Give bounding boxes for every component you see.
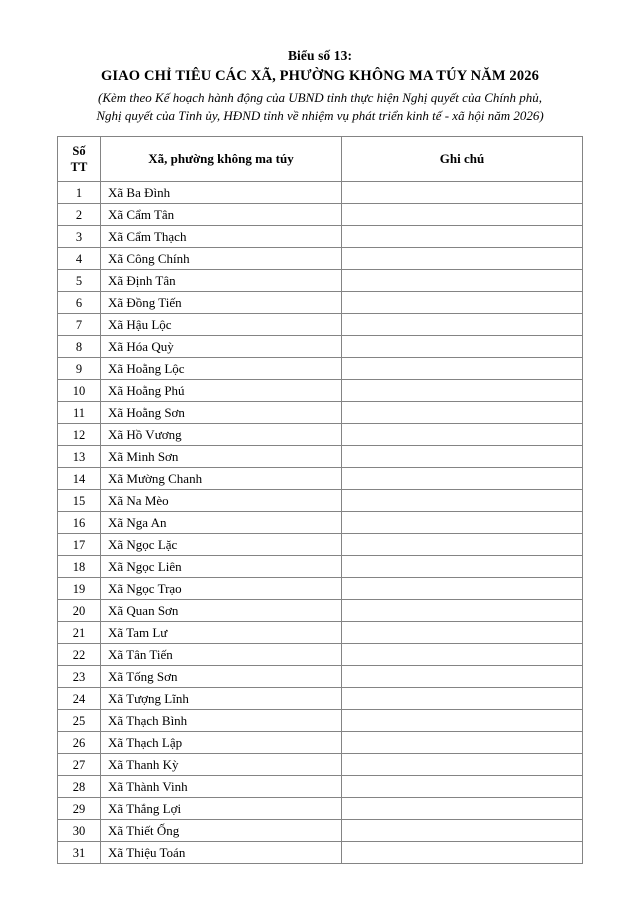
table-row	[58, 842, 583, 864]
cell-note	[342, 622, 583, 644]
form-number-line: Biểu số 13:	[287, 48, 353, 63]
cell-commune-name: Xã Hậu Lộc	[101, 314, 342, 336]
cell-note	[342, 776, 583, 798]
cell-commune-name: Xã Hoằng Lộc	[101, 358, 342, 380]
cell-stt: 9	[58, 358, 101, 380]
cell-stt: 31	[58, 842, 101, 864]
table-row	[58, 402, 583, 424]
cell-note	[342, 380, 583, 402]
cell-commune-name: Xã Công Chính	[101, 248, 342, 270]
cell-note	[342, 446, 583, 468]
cell-stt: 24	[58, 688, 101, 710]
cell-commune-name: Xã Ba Đình	[101, 182, 342, 204]
document-subtitle-line-1: (Kèm theo Kế hoạch hành động của UBND tỉnh thực hiện Nghị quyết của Chính phủ,	[98, 90, 542, 105]
cell-commune-name: Xã Nga An	[101, 512, 342, 534]
cell-note	[342, 666, 583, 688]
cell-note	[342, 732, 583, 754]
cell-note	[342, 248, 583, 270]
table-body	[58, 182, 583, 864]
cell-commune-name: Xã Tân Tiến	[101, 644, 342, 666]
cell-commune-name: Xã Minh Sơn	[101, 446, 342, 468]
cell-commune-name: Xã Na Mèo	[101, 490, 342, 512]
cell-commune-name: Xã Tượng Lĩnh	[101, 688, 342, 710]
table-row	[58, 424, 583, 446]
cell-stt: 14	[58, 468, 101, 490]
cell-note	[342, 314, 583, 336]
cell-commune-name: Xã Ngọc Trạo	[101, 578, 342, 600]
cell-note	[342, 754, 583, 776]
cell-commune-name: Xã Thành Vinh	[101, 776, 342, 798]
cell-stt: 23	[58, 666, 101, 688]
cell-stt: 8	[58, 336, 101, 358]
cell-note	[342, 842, 583, 864]
cell-note	[342, 292, 583, 314]
column-header-commune-name: Xã, phường không ma túy	[101, 137, 342, 182]
cell-commune-name: Xã Ngọc Liên	[101, 556, 342, 578]
cell-commune-name: Xã Định Tân	[101, 270, 342, 292]
cell-note	[342, 402, 583, 424]
document-subtitle-line-2: Nghị quyết của Tỉnh ủy, HĐND tỉnh về nhiệm vụ phát triển kinh tế - xã hội năm 2026)	[96, 107, 544, 123]
cell-stt: 30	[58, 820, 101, 842]
cell-note	[342, 578, 583, 600]
cell-note	[342, 512, 583, 534]
cell-stt: 10	[58, 380, 101, 402]
document-subtitle	[0, 89, 640, 124]
cell-note	[342, 204, 583, 226]
cell-note	[342, 182, 583, 204]
cell-stt: 2	[58, 204, 101, 226]
cell-note	[342, 688, 583, 710]
table-header-row	[58, 137, 583, 182]
table-row	[58, 226, 583, 248]
cell-stt: 25	[58, 710, 101, 732]
cell-stt: 15	[58, 490, 101, 512]
cell-note	[342, 226, 583, 248]
cell-stt: 22	[58, 644, 101, 666]
cell-stt: 29	[58, 798, 101, 820]
cell-stt: 5	[58, 270, 101, 292]
cell-commune-name: Xã Thiết Ống	[101, 820, 342, 842]
cell-stt: 19	[58, 578, 101, 600]
cell-note	[342, 798, 583, 820]
cell-commune-name: Xã Hoằng Sơn	[101, 402, 342, 424]
table-row	[58, 292, 583, 314]
cell-commune-name: Xã Hóa Quỳ	[101, 336, 342, 358]
cell-note	[342, 468, 583, 490]
cell-note	[342, 710, 583, 732]
cell-commune-name: Xã Quan Sơn	[101, 600, 342, 622]
table-row	[58, 798, 583, 820]
cell-commune-name: Xã Tống Sơn	[101, 666, 342, 688]
table-row	[58, 446, 583, 468]
table-row	[58, 776, 583, 798]
cell-stt: 13	[58, 446, 101, 468]
table-row	[58, 644, 583, 666]
cell-note	[342, 600, 583, 622]
column-header-stt-line-2: TT	[70, 160, 88, 174]
table-row	[58, 358, 583, 380]
table-row	[58, 600, 583, 622]
cell-stt: 27	[58, 754, 101, 776]
cell-stt: 7	[58, 314, 101, 336]
cell-commune-name: Xã Tam Lư	[101, 622, 342, 644]
table-row	[58, 490, 583, 512]
cell-commune-name: Xã Hồ Vương	[101, 424, 342, 446]
table-row	[58, 336, 583, 358]
document-header	[0, 0, 640, 124]
table-row	[58, 512, 583, 534]
table-row	[58, 204, 583, 226]
cell-commune-name: Xã Thiệu Toán	[101, 842, 342, 864]
cell-note	[342, 490, 583, 512]
cell-commune-name: Xã Ngọc Lặc	[101, 534, 342, 556]
cell-stt: 17	[58, 534, 101, 556]
cell-stt: 16	[58, 512, 101, 534]
table-row	[58, 314, 583, 336]
cell-commune-name: Xã Thanh Kỳ	[101, 754, 342, 776]
cell-note	[342, 336, 583, 358]
cell-commune-name: Xã Cẩm Thạch	[101, 226, 342, 248]
cell-note	[342, 534, 583, 556]
cell-stt: 3	[58, 226, 101, 248]
cell-commune-name: Xã Mường Chanh	[101, 468, 342, 490]
cell-stt: 11	[58, 402, 101, 424]
cell-commune-name: Xã Thạch Lập	[101, 732, 342, 754]
table-row	[58, 666, 583, 688]
table-row	[58, 534, 583, 556]
cell-stt: 20	[58, 600, 101, 622]
cell-stt: 28	[58, 776, 101, 798]
cell-note	[342, 424, 583, 446]
cell-note	[342, 644, 583, 666]
cell-note	[342, 820, 583, 842]
cell-commune-name: Xã Hoằng Phú	[101, 380, 342, 402]
column-header-stt-line-1: Số	[72, 144, 86, 158]
cell-stt: 18	[58, 556, 101, 578]
table-row	[58, 578, 583, 600]
table-row	[58, 754, 583, 776]
table-header	[58, 137, 583, 182]
cell-stt: 6	[58, 292, 101, 314]
cell-stt: 4	[58, 248, 101, 270]
table-row	[58, 622, 583, 644]
cell-commune-name: Xã Cẩm Tân	[101, 204, 342, 226]
cell-stt: 1	[58, 182, 101, 204]
column-header-note: Ghi chú	[342, 137, 583, 182]
cell-note	[342, 556, 583, 578]
table-row	[58, 468, 583, 490]
cell-note	[342, 270, 583, 292]
table-row	[58, 710, 583, 732]
cell-commune-name: Xã Đồng Tiến	[101, 292, 342, 314]
document-title: GIAO CHỈ TIÊU CÁC XÃ, PHƯỜNG KHÔNG MA TÚY NĂM 2026	[100, 68, 540, 84]
cell-note	[342, 358, 583, 380]
table-row	[58, 820, 583, 842]
table-row	[58, 248, 583, 270]
cell-commune-name: Xã Thạch Bình	[101, 710, 342, 732]
table-row	[58, 380, 583, 402]
table-row	[58, 688, 583, 710]
cell-stt: 12	[58, 424, 101, 446]
table-row	[58, 556, 583, 578]
column-header-stt	[58, 137, 101, 182]
cell-stt: 21	[58, 622, 101, 644]
table-row	[58, 182, 583, 204]
communes-table	[57, 136, 583, 864]
table-row	[58, 732, 583, 754]
table-row	[58, 270, 583, 292]
cell-stt: 26	[58, 732, 101, 754]
cell-commune-name: Xã Thắng Lợi	[101, 798, 342, 820]
table-container	[0, 136, 640, 864]
